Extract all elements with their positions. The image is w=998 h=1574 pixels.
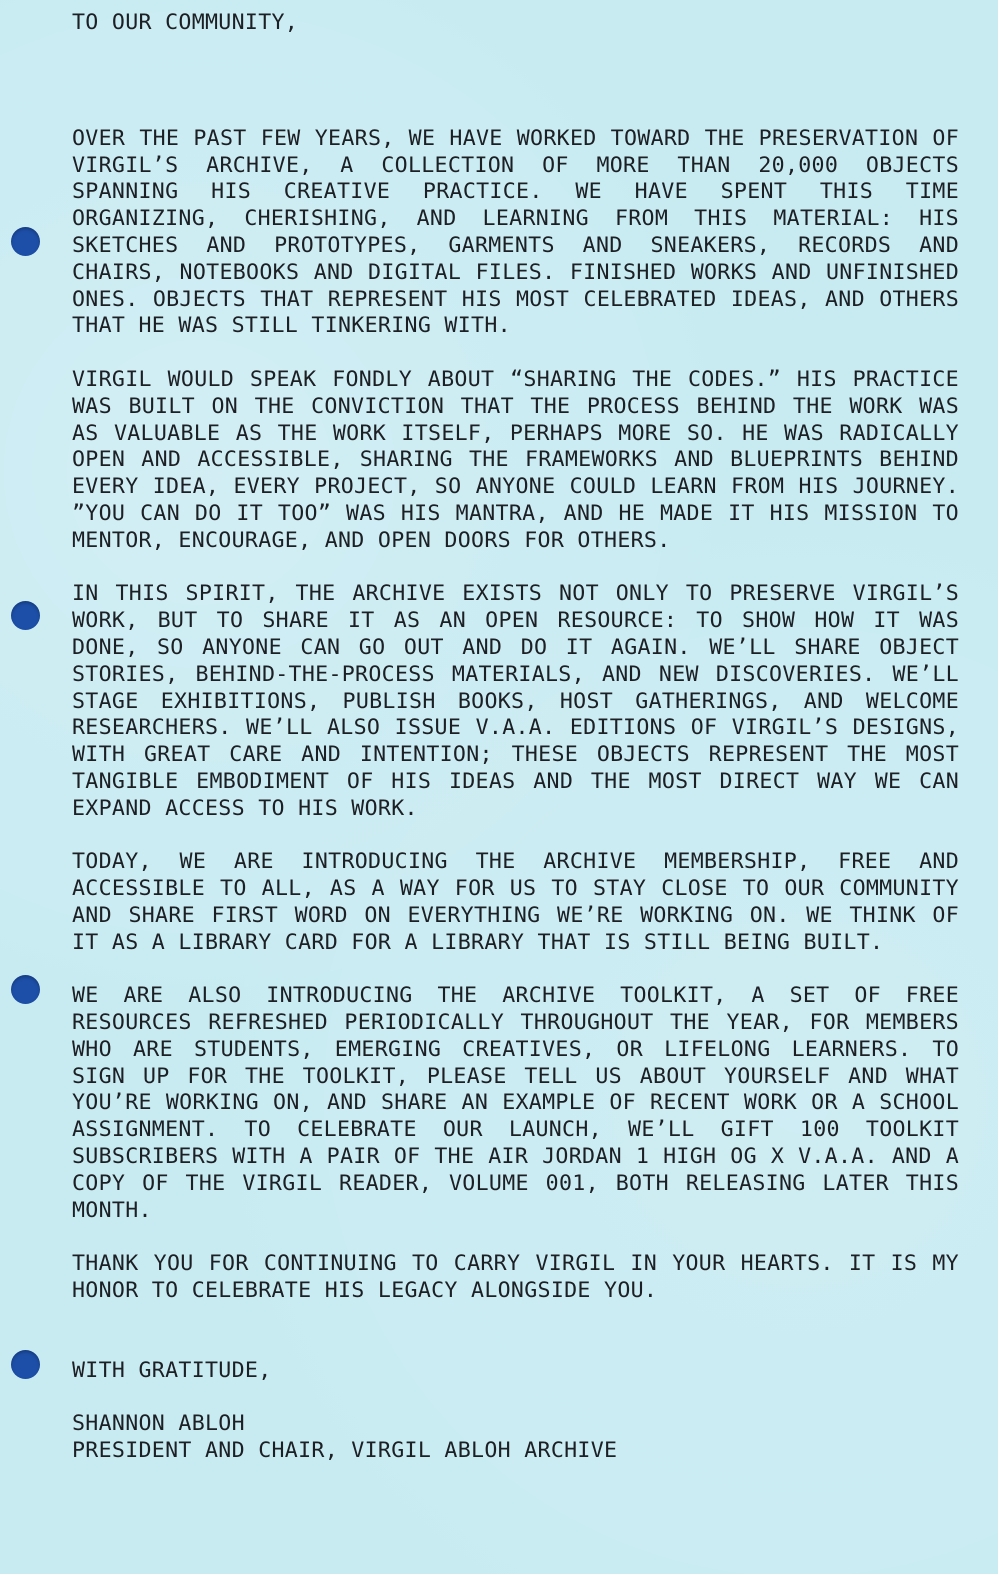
- paragraph: TODAY, WE ARE INTRODUCING THE ARCHIVE MEMBERSHIP, FREE AND ACCESSIBLE TO ALL, AS A WAY FOR US TO STAY CLOSE TO OUR COMMUNITY AND SHARE FIRST WORD ON EVERYTHING WE’RE WORKING ON. WE THINK OF IT AS A LIBRARY CARD FOR A LIBRARY THAT IS STILL BEING BUILT.: [72, 849, 959, 955]
- punch-hole: [11, 975, 40, 1004]
- paragraph: THANK YOU FOR CONTINUING TO CARRY VIRGIL IN YOUR HEARTS. IT IS MY HONOR TO CELEBRATE HIS LEGACY ALONGSIDE YOU.: [72, 1251, 959, 1304]
- closing: WITH GRATITUDE,: [72, 1357, 272, 1383]
- signature-title: PRESIDENT AND CHAIR, VIRGIL ABLOH ARCHIVE: [72, 1438, 618, 1464]
- signature-name: SHANNON ABLOH: [72, 1411, 245, 1437]
- punch-hole: [11, 601, 40, 630]
- paragraph: OVER THE PAST FEW YEARS, WE HAVE WORKED TOWARD THE PRESERVATION OF VIRGIL’S ARCHIVE, A COLLECTION OF MORE THAN 20,000 OBJECTS SPANNING HIS CREATIVE PRACTICE. WE HAVE SPENT THIS TIME ORGANIZING, CHERISHING, AND LEARNING FROM THIS MATERIAL: HIS SKETCHES AND PROTOTYPES, GARMENTS AND SNEAKERS, RECORDS AND CHAIRS, NOTEBOOKS AND DIGITAL FILES. FINISHED WORKS AND UNFINISHED ONES. OBJECTS THAT REPRESENT HIS MOST CELEBRATED IDEAS, AND OTHERS THAT HE WAS STILL TINKERING WITH.: [72, 125, 959, 339]
- paragraph: WE ARE ALSO INTRODUCING THE ARCHIVE TOOLKIT, A SET OF FREE RESOURCES REFRESHED PERIODICALLY THROUGHOUT THE YEAR, FOR MEMBERS WHO ARE STUDENTS, EMERGING CREATIVES, OR LIFELONG LEARNERS. TO SIGN UP FOR THE TOOLKIT, PLEASE TELL US ABOUT YOURSELF AND WHAT YOU’RE WORKING ON, AND SHARE AN EXAMPLE OF RECENT WORK OR A SCHOOL ASSIGNMENT. TO CELEBRATE OUR LAUNCH, WE’LL GIFT 100 TOOLKIT SUBSCRIBERS WITH A PAIR OF THE AIR JORDAN 1 HIGH OG X V.A.A. AND A COPY OF THE VIRGIL READER, VOLUME 001, BOTH RELEASING LATER THIS MONTH.: [72, 983, 959, 1223]
- salutation: TO OUR COMMUNITY,: [72, 10, 299, 35]
- paragraph: IN THIS SPIRIT, THE ARCHIVE EXISTS NOT ONLY TO PRESERVE VIRGIL’S WORK, BUT TO SHARE IT AS AN OPEN RESOURCE: TO SHOW HOW IT WAS DONE, SO ANYONE CAN GO OUT AND DO IT AGAIN. WE’LL SHARE OBJECT STORIES, BEHIND-THE-PROCESS MATERIALS, AND NEW DISCOVERIES. WE’LL STAGE EXHIBITIONS, PUBLISH BOOKS, HOST GATHERINGS, AND WELCOME RESEARCHERS. WE’LL ALSO ISSUE V.A.A. EDITIONS OF VIRGIL’S DESIGNS, WITH GREAT CARE AND INTENTION; THESE OBJECTS REPRESENT THE MOST TANGIBLE EMBODIMENT OF HIS IDEAS AND THE MOST DIRECT WAY WE CAN EXPAND ACCESS TO HIS WORK.: [72, 581, 959, 821]
- punch-hole: [11, 1350, 40, 1379]
- paragraph: VIRGIL WOULD SPEAK FONDLY ABOUT “SHARING THE CODES.” HIS PRACTICE WAS BUILT ON THE CONVICTION THAT THE PROCESS BEHIND THE WORK WAS AS VALUABLE AS THE WORK ITSELF, PERHAPS MORE SO. HE WAS RADICALLY OPEN AND ACCESSIBLE, SHARING THE FRAMEWORKS AND BLUEPRINTS BEHIND EVERY IDEA, EVERY PROJECT, SO ANYONE COULD LEARN FROM HIS JOURNEY. ”YOU CAN DO IT TOO” WAS HIS MANTRA, AND HE MADE IT HIS MISSION TO MENTOR, ENCOURAGE, AND OPEN DOORS FOR OTHERS.: [72, 366, 959, 553]
- punch-hole: [11, 227, 40, 256]
- letter-body: [72, 10, 959, 1465]
